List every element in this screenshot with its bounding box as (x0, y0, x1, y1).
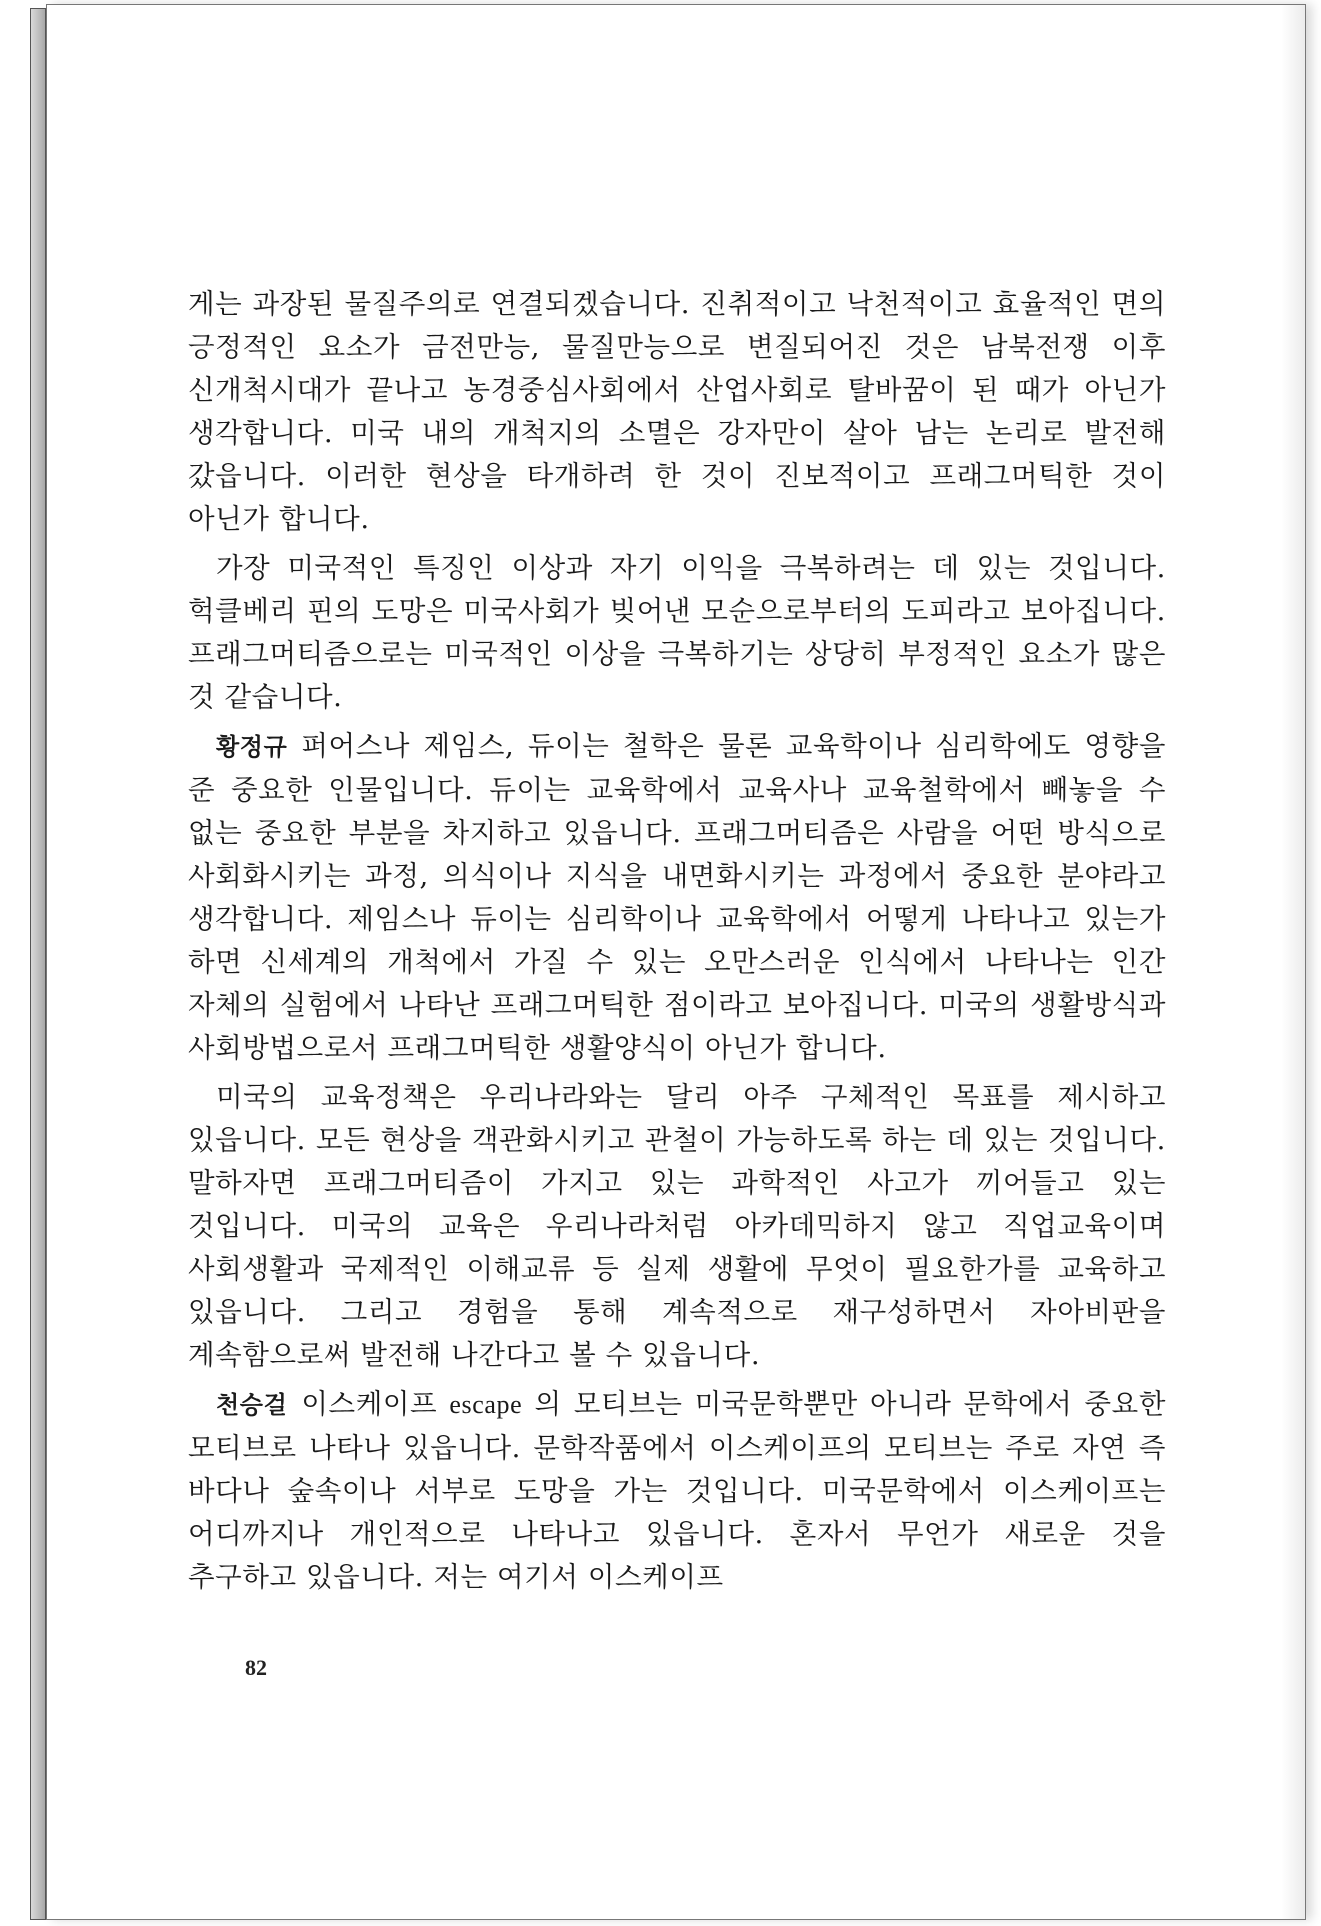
latin-term: escape (449, 1390, 523, 1419)
speaker-name: 천승걸 (216, 1391, 288, 1419)
paragraph-2 (188, 547, 1166, 719)
paragraph-text: 이스케이프 (301, 1388, 450, 1420)
book-spine-edge (30, 8, 46, 1920)
speaker-name: 황정규 (216, 733, 288, 761)
paragraph-text: 퍼어스나 제임스, 듀이는 철학은 물론 교육학이나 심리학에도 영향을 준 중요한 인물입니다. 듀이는 교육학에서 교육사나 교육철학에서 빼놓을 수 없는 중요한 부분을 차지하고 있읍니다. 프래그머티즘은 사람을 어떤 방식으로 사회화시키는 과정, 의식이나 지식을 내면화시키는 과정에서 중요한 분야라고 생각합니다. 제임스나 듀이는 심리학이나 교육학에서 어떻게 나타나고 있는가 하면 신세계의 개척에서 가질 수 있는 오만스러운 인식에서 나타나는 인간 자체의 실험에서 나타난 프래그머틱한 점이라고 보아집니다. 미국의 생활방식과 사회방법으로서 프래그머틱한 생활양식이 아닌가 합니다. (188, 730, 1166, 1064)
paragraph-text: 의 모티브는 미국문학뿐만 아니라 문학에서 중요한 모티브로 나타나 있읍니다. 문학작품에서 이스케이프의 모티브는 주로 자연 즉 바다나 숲속이나 서부로 도망을 가는 것입니다. 미국문학에서 이스케이프는 어디까지나 개인적으로 나타나고 있읍니다. 혼자서 무언가 새로운 것을 추구하고 있읍니다. 저는 여기서 이스케이프 (188, 1388, 1167, 1593)
paragraph-1 (188, 283, 1166, 541)
page-number: 82 (245, 1655, 267, 1680)
paragraph-text: 게는 과장된 물질주의로 연결되겠습니다. 진취적이고 낙천적이고 효율적인 면의 긍정적인 요소가 금전만능, 물질만능으로 변질되어진 것은 남북전쟁 이후 신개척시대가 끝나고 농경중심사회에서 산업사회로 탈바꿈이 된 때가 아닌가 생각합니다. 미국 내의 개척지의 소멸은 강자만이 살아 남는 논리로 발전해 갔읍니다. 이러한 현상을 타개하려 한 것이 진보적이고 프래그머틱한 것이 아닌가 합니다. (188, 288, 1166, 535)
paragraph-3 (188, 725, 1166, 1070)
paragraph-4 (188, 1076, 1166, 1377)
page-shadow (1281, 5, 1305, 1919)
paragraph-text: 가장 미국적인 특징인 이상과 자기 이익을 극복하려는 데 있는 것입니다. 헉클베리 핀의 도망은 미국사회가 빚어낸 모순으로부터의 도피라고 보아집니다. 프래그머티즘으로는 미국적인 이상을 극복하기는 상당히 부정적인 요소가 많은 것 같습니다. (188, 552, 1166, 713)
paragraph-text: 미국의 교육정책은 우리나라와는 달리 아주 구체적인 목표를 제시하고 있읍니다. 모든 현상을 객관화시키고 관철이 가능하도록 하는 데 있는 것입니다. 말하자면 프래그머티즘이 가지고 있는 과학적인 사고가 끼어들고 있는 것입니다. 미국의 교육은 우리나라처럼 아카데믹하지 않고 직업교육이며 사회생활과 국제적인 이해교류 등 실제 생활에 무엇이 필요한가를 교육하고 있읍니다. 그리고 경험을 통해 계속적으로 재구성하면서 자아비판을 계속함으로써 발전해 나간다고 볼 수 있읍니다. (188, 1081, 1166, 1371)
paragraph-5 (188, 1383, 1166, 1599)
body-text (188, 283, 1166, 1605)
